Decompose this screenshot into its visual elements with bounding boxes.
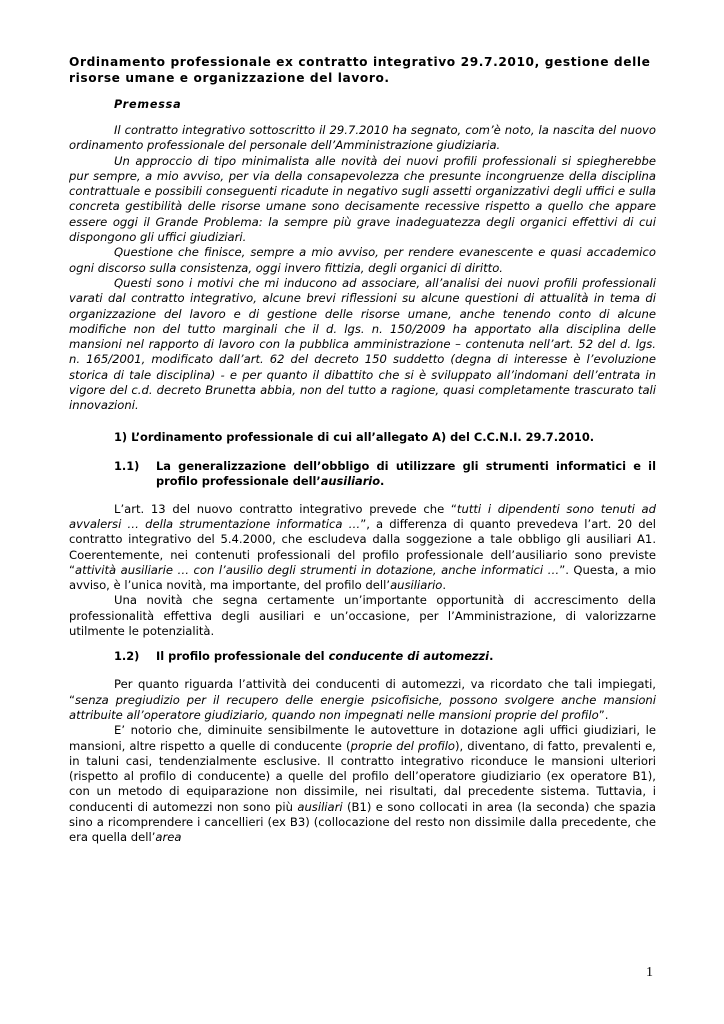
italic-run: ausiliari (297, 799, 343, 814)
text-run: (B1) e sono collocati in area (la seconda) che spazia sino a ricomprendere i cancellieri (ex B3) (collocazione del resto non dissimile dalla precedente, che era quella dell’ (69, 799, 656, 845)
text-run: E’ notorio che, diminuite sensibilmente le autovetture in dotazione agli uffici giudiziari, le mansioni, altre rispetto a quelle di conducente ( (69, 723, 656, 753)
section-1-1-title-text: La generalizzazione dell’obbligo di utilizzare gli strumenti informatici e il profilo professionale dell’ (156, 458, 656, 488)
italic-run: proprie del profilo (350, 738, 456, 753)
text-run: L’art. 13 del nuovo contratto integrativo prevede che “ (114, 501, 457, 516)
section-1-2-number: 1.2) (114, 649, 140, 664)
text-run: ”. (598, 707, 609, 722)
quote-run: senza pregiudizio per il recupero delle energie psicofisiche, possono svolgere anche mansioni attribuite all’operatore giudiziario, quando non impegnati nelle mansioni proprie del profilo (69, 692, 656, 722)
section-1-1-number: 1.1) (114, 458, 140, 473)
section-1-2-heading (114, 649, 656, 664)
section-1-1-title-italic: ausiliario (320, 473, 381, 488)
section-1-2-title-italic: conducente di automezzi (328, 649, 490, 664)
section-1-2-paragraph-1 (69, 677, 656, 723)
text-run: ”. Questa, a mio avviso, è l’unica novità, ma importante, del profilo dell’ (69, 562, 656, 593)
text-run: ”, a differenza di quanto prevedeva l’art. 20 del contratto integrativo del 5.4.2000, che escludeva dalla soggezione a tale obbligo gli ausiliari A1. Coerentemente, nei contenuti professionali del profilo professionale dell’ausiliario sono previste “ (69, 516, 656, 577)
section-1-1-heading (114, 459, 656, 489)
section-1-2-title-text: Il profilo professionale del (156, 649, 329, 664)
text-run: Per quanto riguarda l’attività dei conducenti di automezzi, va ricordato che tali impiegati, “ (69, 677, 656, 707)
premessa-paragraph-3: Questione che finisce, sempre a mio avviso, per rendere evanescente e quasi accademico ogni discorso sulla consistenza, oggi invero fittizia, degli organici di diritto. (69, 245, 656, 275)
quote-run: tutti i dipendenti sono tenuti ad avvalersi … della strumentazione informatica … (69, 501, 656, 531)
section-1-2-title-end: . (489, 649, 494, 664)
section-1-2-paragraph-2 (69, 723, 656, 845)
text-run: ), diventano, di fatto, prevalenti e, in taluni casi, tendenzialmente esclusive. Il contratto integrativo riconduce le mansioni ulteriori (rispetto al profilo di conducente) a quelle del profilo dell’operatore giudiziario (ex operatore B1), con un metodo di equiparazione non dissimile, nei risultati, dal precedente sistema. Tuttavia, i conducenti di automezzi non sono più (69, 738, 656, 814)
text-run: . (442, 578, 447, 593)
premessa-paragraph-4: Questi sono i motivi che mi inducono ad associare, all’analisi dei nuovi profili professionali varati dal contratto integrativo, alcune brevi riflessioni su alcune questioni di attualità in tema di organizzazione del lavoro e di gestione delle risorse umane, anche tenendo conto di alcune modifiche non del tutto marginali che il d. lgs. n. 150/2009 ha apportato alla disciplina delle mansioni nel rapporto di lavoro con la pubblica amministrazione – contenuta nell’art. 52 del d. lgs. n. 165/2001, modificato dall’art. 62 del decreto 150 suddetto (degna di interesse è l’evoluzione storica di tale disciplina) - e per quanto il dibattito che si è sviluppato all’indomani dell’entrata in vigore del c.d. decreto Brunetta abbia, non del tutto a ragione, quasi completamente trascurato tali innovazioni. (69, 275, 656, 413)
section-1-2-title (156, 649, 656, 664)
quote-run: attività ausiliarie … con l’ausilio degli strumenti in dotazione, anche informatici … (75, 562, 560, 577)
premessa-paragraph-1: Il contratto integrativo sottoscritto il 29.7.2010 ha segnato, com’è noto, la nascita del nuovo ordinamento professionale del personale dell’Amministrazione giudiziaria. (69, 123, 656, 153)
premessa-paragraph-2: Un approccio di tipo minimalista alle novità dei nuovi profili professionali si spiegherebbe pur sempre, a mio avviso, per via della consapevolezza che presunte incongruenze della disciplina contrattuale e possibili conseguenti ricadute in negativo sugli assetti organizzativi degli uffici e sulla concreta gestibilità delle risorse umane sono decisamente recessive rispetto a quello che appare essere oggi il Grande Problema: la sempre più grave inadeguatezza degli organici effettivi di cui dispongono gli uffici giudiziari. (69, 153, 656, 245)
page-number: 1 (646, 965, 653, 980)
section-1-1-title (156, 459, 656, 489)
premessa-heading: Premessa (114, 98, 182, 111)
document-page (69, 54, 656, 846)
document-title: Ordinamento professionale ex contratto integrativo 29.7.2010, gestione delle risorse umane e organizzazione del lavoro. (69, 55, 651, 85)
italic-run: area (155, 830, 182, 845)
section-1-1-title-end: . (380, 473, 385, 488)
italic-run: ausiliario (390, 578, 443, 593)
section-1-heading: 1) L’ordinamento professionale di cui all’allegato A) del C.C.N.I. 29.7.2010. (114, 429, 595, 444)
section-1-1-paragraph-2: Una novità che segna certamente un’importante opportunità di accrescimento della professionalità effettiva degli ausiliari e un’occasione, per l’Amministrazione, di valorizzarne utilmente le potenzialità. (69, 593, 656, 639)
section-1-1-paragraph-1 (69, 502, 656, 594)
